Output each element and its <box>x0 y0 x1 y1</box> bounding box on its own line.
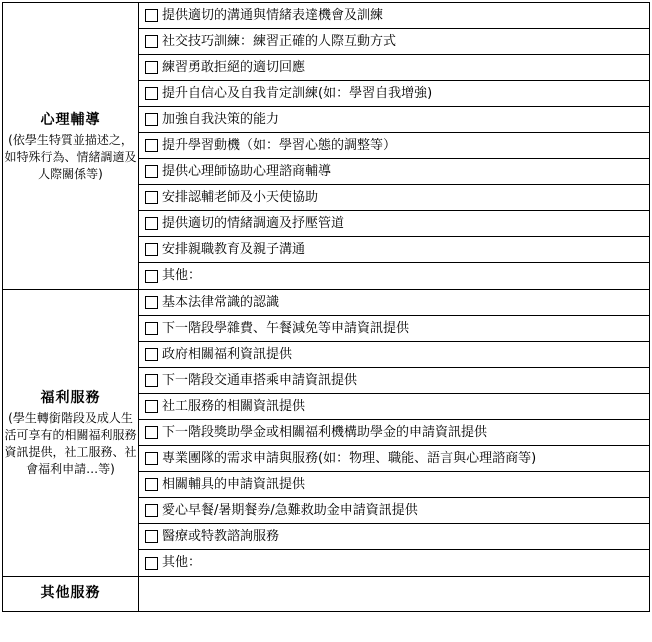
checkbox-icon[interactable] <box>145 113 158 126</box>
list-item-label: 基本法律常識的認識 <box>162 294 280 310</box>
checkbox-icon[interactable] <box>145 296 158 309</box>
list-item-label: 社交技巧訓練：練習正確的人際互動方式 <box>162 33 397 49</box>
list-item[interactable] <box>139 290 649 316</box>
list-item[interactable] <box>139 107 649 133</box>
list-item-label: 安排親職教育及親子溝通 <box>162 241 306 257</box>
list-item-label: 愛心早餐/暑期餐券/急難救助金申請資訊提供 <box>162 502 418 518</box>
checkbox-icon[interactable] <box>145 61 158 74</box>
list-item[interactable] <box>139 55 649 81</box>
list-item[interactable] <box>139 316 649 342</box>
list-item-label: 安排認輔老師及小天使協助 <box>162 189 319 205</box>
category-title: 其他服務 <box>40 585 101 601</box>
list-item-label: 加強自我決策的能力 <box>162 111 280 127</box>
checkbox-icon[interactable] <box>145 478 158 491</box>
list-item[interactable] <box>139 29 649 55</box>
checkbox-icon[interactable] <box>145 191 158 204</box>
list-item-label: 提升自信心及自我肯定訓練(如：學習自我增強) <box>162 85 433 101</box>
checkbox-icon[interactable] <box>145 139 158 152</box>
list-item[interactable] <box>139 550 649 576</box>
list-item-label: 下一階段學雜費、午餐減免等申請資訊提供 <box>162 320 410 336</box>
checkbox-icon[interactable] <box>145 504 158 517</box>
list-item-label: 醫療或特教諮詢服務 <box>162 528 280 544</box>
list-item-label: 下一階段交通車搭乘申請資訊提供 <box>162 372 358 388</box>
checkbox-icon[interactable] <box>145 426 158 439</box>
list-item[interactable] <box>139 368 649 394</box>
category-note: (學生轉銜階段及成人生活可享有的相關福利服務資訊提供，社工服務、社會福利申請…等) <box>4 411 137 476</box>
category-title: 福利服務 <box>40 390 101 406</box>
list-item-label: 其他： <box>162 268 202 283</box>
checkbox-icon[interactable] <box>145 35 158 48</box>
section-row-other-services <box>3 577 650 612</box>
list-item[interactable] <box>139 342 649 368</box>
list-item-label: 提供適切的溝通與情緒表達機會及訓練 <box>162 7 384 23</box>
list-item-label: 專業團隊的需求申請與服務(如：物理、職能、語言與心理諮商等) <box>162 450 537 466</box>
list-item-label: 提供心理師協助心理諮商輔導 <box>162 163 332 179</box>
list-item[interactable] <box>139 263 649 289</box>
list-item-label: 下一階段獎助學金或相關福利機構助學金的申請資訊提供 <box>162 424 488 440</box>
checkbox-icon[interactable] <box>145 217 158 230</box>
list-item-label: 提升學習動機（如：學習心態的調整等） <box>162 137 397 153</box>
list-item[interactable] <box>139 472 649 498</box>
list-item[interactable] <box>139 133 649 159</box>
checkbox-icon[interactable] <box>145 270 158 283</box>
list-item[interactable] <box>139 211 649 237</box>
category-cell-psychological-counseling <box>3 3 139 290</box>
list-item[interactable] <box>139 237 649 263</box>
checkbox-icon[interactable] <box>145 9 158 22</box>
list-item-label: 提供適切的情緒調適及抒壓管道 <box>162 215 345 231</box>
list-item-label: 練習勇敢拒絕的適切回應 <box>162 59 306 75</box>
checkbox-icon[interactable] <box>145 452 158 465</box>
checkbox-icon[interactable] <box>145 322 158 335</box>
list-item-label: 政府相關福利資訊提供 <box>162 346 293 362</box>
items-cell-other-services[interactable] <box>139 577 650 612</box>
list-item[interactable] <box>139 420 649 446</box>
checkbox-icon[interactable] <box>145 374 158 387</box>
category-note: (依學生特質並描述之，如特殊行為、情緒調適及人際關係等) <box>4 132 137 181</box>
checkbox-icon[interactable] <box>145 530 158 543</box>
list-item-label: 社工服務的相關資訊提供 <box>162 398 306 414</box>
checkbox-list <box>139 3 649 289</box>
list-item[interactable] <box>139 446 649 472</box>
category-cell-welfare-services <box>3 290 139 577</box>
items-cell-psychological-counseling <box>139 3 650 290</box>
items-cell-welfare-services <box>139 290 650 577</box>
list-item[interactable] <box>139 3 649 29</box>
category-cell-other-services <box>3 577 139 612</box>
checkbox-icon[interactable] <box>145 348 158 361</box>
checkbox-icon[interactable] <box>145 243 158 256</box>
list-item[interactable] <box>139 498 649 524</box>
transition-service-checklist-table <box>2 2 650 612</box>
list-item[interactable] <box>139 159 649 185</box>
checkbox-list <box>139 290 649 576</box>
section-row-psychological-counseling <box>3 3 650 290</box>
checkbox-icon[interactable] <box>145 557 158 570</box>
checkbox-icon[interactable] <box>145 165 158 178</box>
list-item[interactable] <box>139 394 649 420</box>
list-item-label: 相關輔具的申請資訊提供 <box>162 476 306 492</box>
category-title: 心理輔導 <box>40 111 101 128</box>
checkbox-icon[interactable] <box>145 87 158 100</box>
section-row-welfare-services <box>3 290 650 577</box>
list-item[interactable] <box>139 81 649 107</box>
list-item[interactable] <box>139 185 649 211</box>
list-item-label: 其他： <box>162 555 202 570</box>
list-item[interactable] <box>139 524 649 550</box>
checkbox-icon[interactable] <box>145 400 158 413</box>
